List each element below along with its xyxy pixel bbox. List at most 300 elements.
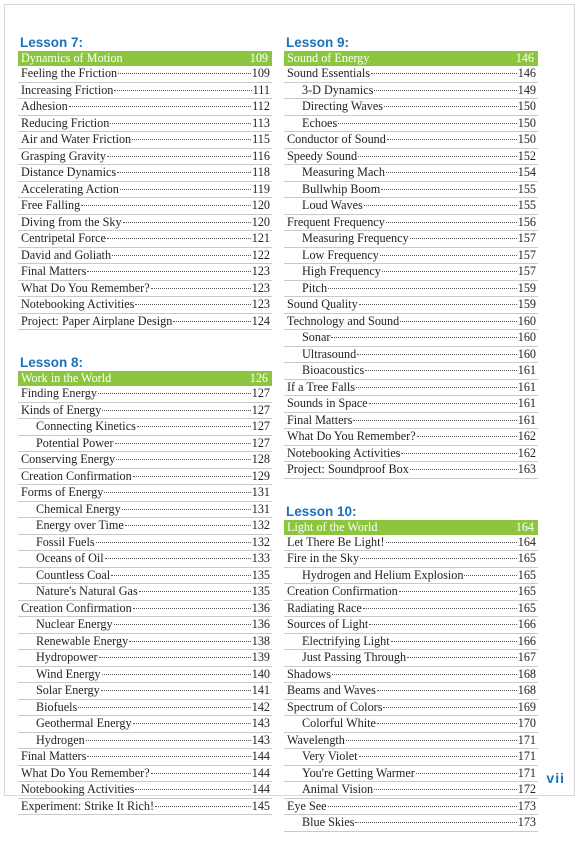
dot-leader [104,492,250,493]
dot-leader [81,205,250,206]
lesson-title-bar[interactable] [18,51,272,66]
dot-leader [369,403,517,404]
lesson-title: Work in the World [21,371,112,385]
entry-title: Hydrogen and Helium Explosion [302,567,464,582]
toc-entry[interactable] [284,667,538,684]
dot-leader [410,469,517,470]
entry-title: Spectrum of Colors [287,699,383,714]
entry-page: 160 [517,330,536,344]
entry-title: Creation Confirmation [21,468,132,483]
entry-title: Finding Energy [21,386,97,400]
toc-subentry[interactable] [284,815,538,832]
lesson-title: Dynamics of Motion [21,51,123,65]
entry-page: 144 [251,765,270,780]
toc-entry[interactable] [18,149,272,166]
toc-subentry[interactable] [18,650,272,667]
entry-page: 141 [251,683,270,697]
toc-entry[interactable] [284,132,538,149]
entry-title: 3-D Dynamics [302,82,374,97]
dot-leader [107,238,251,239]
toc-entry[interactable] [284,446,538,463]
entry-page: 157 [517,264,536,278]
dot-leader [346,740,517,741]
toc-subentry[interactable] [18,700,272,717]
toc-entry[interactable] [18,469,272,486]
dot-leader [101,690,251,691]
entry-page: 160 [517,346,536,361]
dot-leader [102,410,250,411]
entry-page: 123 [251,280,270,295]
entry-title: Fossil Fuels [36,534,95,549]
toc-entry[interactable] [18,386,272,403]
dot-leader [359,304,517,305]
entry-title: Reducing Friction [21,115,110,130]
entry-page: 170 [517,716,536,730]
entry-page: 173 [517,798,536,813]
entry-page: 116 [252,148,270,163]
entry-page: 127 [251,435,270,450]
entry-title: Beams and Waves [287,683,376,697]
entry-page: 167 [517,650,536,664]
entry-title: Energy over Time [36,518,124,532]
toc-column-left [18,36,272,841]
entry-page: 168 [517,666,536,681]
toc-entry[interactable] [18,264,272,281]
toc-subentry[interactable] [284,83,538,100]
entry-title: Directing Waves [302,99,384,113]
entry-page: 173 [517,815,536,829]
toc-subentry[interactable] [284,782,538,799]
entry-title: Feeling the Friction [21,66,118,80]
entry-title: Sources of Light [287,617,369,631]
toc-column-right [284,36,538,858]
entry-title: Air and Water Friction [21,132,132,146]
entry-title: Experiment: Strike It Rich! [21,798,155,813]
toc-entry[interactable] [284,799,538,816]
toc-entry[interactable] [18,314,272,331]
toc-entry[interactable] [284,314,538,331]
toc-entry[interactable] [18,799,272,816]
toc-subentry[interactable] [284,281,538,298]
entry-page: 139 [251,650,270,664]
dot-leader [358,156,517,157]
entry-title: If a Tree Falls [287,379,356,394]
entry-title: Echoes [302,115,338,130]
toc-entry[interactable] [284,149,538,166]
dot-leader [364,205,517,206]
toc-subentry[interactable] [284,330,538,347]
lesson-title: Light of the World [287,519,378,534]
dot-leader [132,139,251,140]
lesson-page: 109 [249,51,268,65]
toc-subentry[interactable] [284,749,538,766]
toc-entry[interactable] [284,462,538,479]
entry-page: 155 [517,181,536,196]
toc-entry[interactable] [18,66,272,83]
entry-page: 132 [251,534,270,549]
entry-page: 171 [517,765,536,780]
entry-page: 171 [517,732,536,747]
entry-page: 135 [251,567,270,582]
entry-title: Let There Be Light! [287,534,385,549]
toc-entry[interactable] [284,733,538,750]
toc-entry[interactable] [284,297,538,314]
entry-title: Renewable Energy [36,633,129,648]
dot-leader [417,436,517,437]
toc-subentry[interactable] [284,264,538,281]
toc-entry[interactable] [284,429,538,446]
entry-page: 123 [251,297,270,311]
dot-leader [374,90,516,91]
entry-page: 161 [517,379,536,394]
entry-page: 127 [251,402,270,417]
toc-entry[interactable] [284,396,538,413]
toc-subentry[interactable] [18,568,272,585]
entry-page: 127 [251,386,270,400]
entry-page: 140 [251,666,270,681]
toc-entry[interactable] [18,452,272,469]
entry-title: Loud Waves [302,198,363,212]
toc-entry[interactable] [284,584,538,601]
entry-title: Wavelength [287,732,345,747]
dot-leader [355,822,516,823]
toc-entry[interactable] [18,601,272,618]
toc-entry[interactable] [18,248,272,265]
toc-entry[interactable] [18,281,272,298]
entry-page: 131 [251,501,270,516]
entry-title: Technology and Sound [287,313,400,328]
entry-page: 166 [517,617,536,631]
dot-leader [386,542,517,543]
entry-page: 136 [251,600,270,615]
entry-title: Notebooking Activities [287,445,401,460]
toc-subentry[interactable] [284,198,538,215]
entry-page: 142 [251,699,270,714]
entry-title: Hydrogen [36,732,85,747]
toc-subentry[interactable] [18,535,272,552]
dot-leader [122,509,251,510]
entry-page: 146 [517,66,536,80]
entry-page: 132 [251,518,270,532]
dot-leader [359,756,517,757]
entry-page: 143 [251,716,270,730]
lesson-section [18,36,272,330]
dot-leader [400,321,517,322]
entry-title: Kinds of Energy [21,402,102,417]
toc-entry[interactable] [18,231,272,248]
entry-page: 164 [517,534,536,549]
dot-leader [387,139,517,140]
entry-page: 154 [517,165,536,179]
entry-page: 152 [517,148,536,163]
entry-title: Biofuels [36,699,78,714]
dot-leader [117,172,251,173]
toc-subentry[interactable] [284,182,538,199]
dot-leader [357,354,517,355]
dot-leader [123,222,251,223]
toc-entry[interactable] [18,403,272,420]
entry-title: Notebooking Activities [21,297,135,311]
entry-title: Pitch [302,280,328,295]
dot-leader [407,657,517,658]
entry-title: Eye See [287,798,327,813]
entry-page: 135 [251,584,270,598]
toc-entry[interactable] [18,165,272,182]
entry-page: 165 [517,584,536,598]
toc-subentry[interactable] [18,716,272,733]
dot-leader [338,123,517,124]
entry-page: 159 [517,297,536,311]
toc-subentry[interactable] [284,716,538,733]
lesson-heading: Lesson 10: [286,503,357,519]
entry-title: Wind Energy [36,666,101,681]
toc-subentry[interactable] [284,248,538,265]
entry-title: What Do You Remember? [21,765,150,780]
dot-leader [328,288,517,289]
lesson-page: 164 [515,519,534,534]
toc-entry[interactable] [18,198,272,215]
entry-title: Nuclear Energy [36,617,113,631]
entry-page: 145 [251,798,270,813]
toc-subentry[interactable] [18,683,272,700]
entry-title: Final Matters [287,412,353,427]
dot-leader [464,575,516,576]
entry-page: 131 [251,485,270,499]
toc-entry[interactable] [284,66,538,83]
entry-title: Centripetal Force [21,231,106,245]
entry-page: 156 [517,214,536,229]
dot-leader [133,723,251,724]
lesson-section [18,356,272,815]
entry-title: Sounds in Space [287,396,368,410]
toc-subentry[interactable] [284,165,538,182]
dot-leader [129,641,251,642]
toc-subentry[interactable] [284,634,538,651]
entry-title: Radiating Race [287,600,362,615]
dot-leader [382,271,517,272]
dot-leader [111,575,251,576]
toc-subentry[interactable] [284,650,538,667]
toc-entry[interactable] [284,215,538,232]
toc-subentry[interactable] [18,584,272,601]
toc-entry[interactable] [284,535,538,552]
entry-title: What Do You Remember? [21,280,150,295]
entry-page: 157 [517,231,536,245]
entry-title: You're Getting Warmer [302,765,415,780]
dot-leader [391,641,517,642]
page-number: vii [546,770,565,786]
dot-leader [151,773,251,774]
toc-subentry[interactable] [18,518,272,535]
entry-page: 149 [517,82,536,97]
entry-page: 161 [517,412,536,427]
entry-page: 157 [517,247,536,262]
dot-leader [410,238,517,239]
entry-page: 150 [517,132,536,146]
toc-subentry[interactable] [284,99,538,116]
entry-page: 109 [251,66,270,80]
entry-page: 172 [517,782,536,796]
lesson-title-bar[interactable] [284,520,538,535]
entry-title: Geothermal Energy [36,716,132,730]
dot-leader [133,608,251,609]
entry-page: 113 [252,115,270,130]
entry-title: Bioacoustics [302,363,365,377]
dot-leader [87,756,250,757]
toc-subentry[interactable] [284,116,538,133]
toc-entry[interactable] [18,215,272,232]
entry-page: 169 [517,699,536,714]
toc-subentry[interactable] [18,502,272,519]
entry-page: 162 [517,429,536,443]
dot-leader [133,476,251,477]
entry-page: 161 [517,363,536,377]
entry-page: 144 [251,782,270,796]
entry-page: 111 [252,82,270,97]
entry-page: 150 [517,115,536,130]
dot-leader [331,337,516,338]
entry-page: 128 [251,452,270,466]
toc-entry[interactable] [18,297,272,314]
toc-entry[interactable] [284,617,538,634]
toc-entry[interactable] [284,601,538,618]
toc-subentry[interactable] [18,419,272,436]
toc-entry[interactable] [18,116,272,133]
toc-entry[interactable] [284,700,538,717]
entry-title: What Do You Remember? [287,429,416,443]
entry-title: David and Goliath [21,247,112,262]
entry-title: Diving from the Sky [21,214,122,229]
dot-leader [365,370,516,371]
lesson-section [284,36,538,479]
entry-page: 138 [251,633,270,648]
dot-leader [135,789,250,790]
dot-leader [356,387,517,388]
dot-leader [353,420,516,421]
entry-title: Chemical Energy [36,501,121,516]
dot-leader [386,172,517,173]
dot-leader [384,106,517,107]
toc-subentry[interactable] [18,436,272,453]
dot-leader [416,773,517,774]
dot-leader [120,189,251,190]
entry-page: 166 [517,633,536,648]
toc-subentry[interactable] [18,617,272,634]
toc-subentry[interactable] [18,551,272,568]
toc-entry[interactable] [18,83,272,100]
lesson-title-bar[interactable] [284,51,538,66]
lesson-heading: Lesson 7: [20,35,84,50]
toc-entry[interactable] [284,551,538,568]
dot-leader [99,657,251,658]
entry-title: Grasping Gravity [21,148,106,163]
dot-leader [151,288,251,289]
entry-title: Conserving Energy [21,452,116,466]
toc-subentry[interactable] [284,363,538,380]
toc-subentry[interactable] [284,347,538,364]
entry-title: Frequent Frequency [287,214,385,229]
entry-page: 122 [251,247,270,262]
dot-leader [139,591,251,592]
toc-entry[interactable] [18,99,272,116]
entry-title: Accelerating Action [21,181,119,196]
dot-leader [135,304,250,305]
dot-leader [114,624,251,625]
entry-title: Countless Coal [36,567,111,582]
toc-entry[interactable] [284,683,538,700]
entry-page: 121 [251,231,270,245]
entry-title: Just Passing Through [302,650,407,664]
entry-title: Potential Power [36,435,114,450]
entry-title: Forms of Energy [21,485,104,499]
toc-subentry[interactable] [18,634,272,651]
lesson-page: 126 [249,371,268,385]
entry-page: 136 [251,617,270,631]
toc-entry[interactable] [18,766,272,783]
toc-entry[interactable] [18,132,272,149]
dot-leader [383,707,516,708]
dot-leader [386,222,517,223]
toc-entry[interactable] [18,485,272,502]
dot-leader [114,90,251,91]
dot-leader [401,453,516,454]
dot-leader [381,189,517,190]
dot-leader [371,73,517,74]
dot-leader [86,740,251,741]
toc-subentry[interactable] [18,733,272,750]
toc-subentry[interactable] [284,231,538,248]
dot-leader [155,806,251,807]
toc-entry[interactable] [18,749,272,766]
entry-title: Very Violet [302,749,358,763]
toc-subentry[interactable] [284,766,538,783]
entry-title: Bullwhip Boom [302,181,381,196]
entry-title: Creation Confirmation [287,584,398,598]
entry-page: 144 [251,749,270,763]
entry-title: Adhesion [21,99,68,113]
entry-title: Connecting Kinetics [36,419,136,433]
entry-page: 162 [517,445,536,460]
lesson-heading: Lesson 8: [20,355,84,370]
entry-title: Measuring Frequency [302,231,409,245]
dot-leader [110,123,251,124]
entry-page: 129 [251,468,270,483]
entry-page: 118 [252,165,270,179]
toc-entry[interactable] [284,413,538,430]
toc-subentry[interactable] [18,667,272,684]
entry-title: Conductor of Sound [287,132,386,146]
entry-title: Blue Skies [302,815,355,829]
entry-page: 123 [251,264,270,278]
entry-title: Increasing Friction [21,82,114,97]
dot-leader [116,459,251,460]
entry-title: Animal Vision [302,782,374,796]
entry-title: Final Matters [21,749,87,763]
entry-title: Sound Quality [287,297,358,311]
entry-title: Sonar [302,330,331,344]
dot-leader [369,624,516,625]
entry-title: Measuring Mach [302,165,385,179]
toc-entry[interactable] [18,782,272,799]
toc-entry[interactable] [18,182,272,199]
entry-page: 161 [517,396,536,410]
lesson-title-bar[interactable] [18,371,272,386]
entry-title: Distance Dynamics [21,165,117,179]
dot-leader [87,271,250,272]
toc-entry[interactable] [284,380,538,397]
toc-subentry[interactable] [284,568,538,585]
entry-page: 163 [517,462,536,476]
